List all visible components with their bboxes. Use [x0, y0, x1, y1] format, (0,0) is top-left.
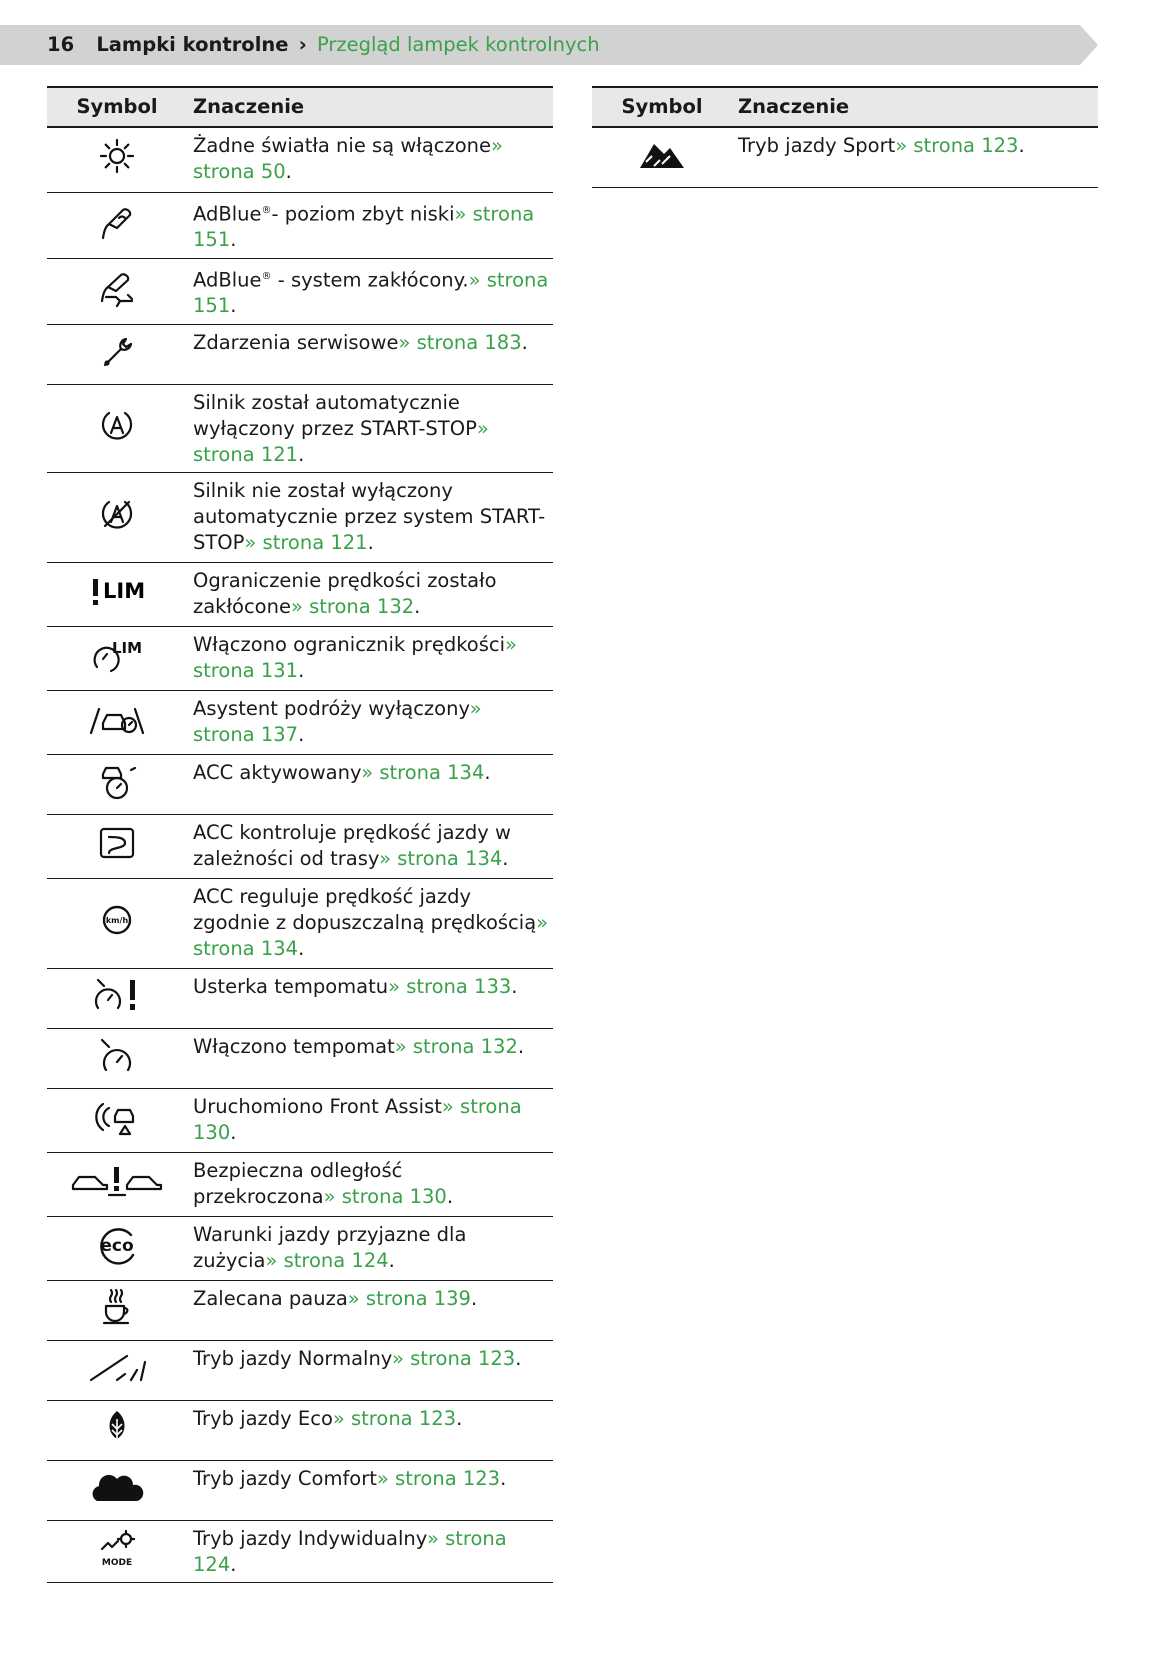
- meaning-cell: [187, 878, 553, 968]
- page-reference-link[interactable]: » strona 134: [379, 846, 503, 870]
- indicator-table-left: [47, 86, 553, 1583]
- page-reference-link[interactable]: » strona 132: [290, 594, 415, 618]
- page-reference-link[interactable]: » strona 151: [193, 202, 535, 251]
- symbol-cell: [592, 127, 732, 187]
- drive-mode-sport-icon: [636, 136, 688, 172]
- meaning-cell: [187, 1152, 553, 1216]
- meaning-text: Tryb jazdy Eco: [193, 1406, 333, 1430]
- table-row: [47, 754, 553, 814]
- meaning-text: Warunki jazdy przyjazne dla zużycia: [193, 1222, 467, 1272]
- meaning-text: Silnik został automatycznie wyłączony przez START-STOP: [193, 390, 477, 440]
- meaning-text: Asystent podróży wyłączony: [193, 696, 470, 720]
- page-reference-link[interactable]: » strona 121: [244, 530, 368, 554]
- table-row: [47, 472, 553, 562]
- symbol-cell: [47, 472, 187, 562]
- eco-label: eco: [100, 1235, 134, 1256]
- page-reference-link[interactable]: » strona 130: [323, 1184, 447, 1208]
- acc-route-icon: [97, 823, 137, 863]
- sentence-end: .: [230, 228, 237, 251]
- table-row: [47, 1280, 553, 1340]
- sentence-end: .: [414, 594, 421, 618]
- sentence-end: .: [470, 1286, 478, 1310]
- symbol-cell: [47, 127, 187, 192]
- page-reference-link[interactable]: » strona 123: [392, 1346, 516, 1370]
- symbol-cell: [47, 1152, 187, 1216]
- meaning-cell: [187, 1280, 553, 1340]
- table-row: [592, 127, 1098, 187]
- adblue-low-icon: [95, 202, 139, 242]
- start-stop-off-icon: [97, 494, 137, 534]
- sentence-end: .: [230, 1552, 237, 1576]
- meaning-cell: [187, 1520, 553, 1582]
- cruise-control-icon: [94, 1034, 140, 1076]
- meaning-text: Usterka tempomatu: [193, 974, 389, 998]
- meaning-text: Tryb jazdy Normalny: [193, 1346, 393, 1370]
- table-row: [47, 384, 553, 472]
- symbol-cell: [47, 878, 187, 968]
- symbol-cell: [47, 1400, 187, 1460]
- symbol-cell: [47, 1520, 187, 1582]
- meaning-cell: [187, 1088, 553, 1152]
- sentence-end: .: [388, 1248, 395, 1272]
- travel-assist-off-icon: [85, 701, 149, 737]
- table-row: [47, 258, 553, 324]
- meaning-text: ACC aktywowany: [193, 760, 362, 784]
- page-reference-link[interactable]: » strona 134: [361, 760, 485, 784]
- symbol-cell: [47, 1088, 187, 1152]
- sentence-end: .: [298, 442, 305, 466]
- column-header-symbol: Symbol: [592, 87, 732, 127]
- page-reference-link[interactable]: » strona 151: [193, 268, 549, 317]
- kmh-label: km/h: [105, 915, 129, 925]
- sentence-end: .: [521, 330, 528, 354]
- meaning-cell: [187, 814, 553, 878]
- coffee-cup-icon: [97, 1286, 137, 1328]
- page-reference-link[interactable]: » strona 137: [193, 696, 482, 746]
- meaning-text-cont: - poziom zbyt niski: [271, 202, 455, 225]
- meaning-text: ACC kontroluje prędkość jazdy w zależności od trasy: [193, 820, 511, 870]
- section-title[interactable]: Przegląd lampek kontrolnych: [316, 33, 600, 56]
- sun-off-icon: [97, 136, 137, 176]
- sentence-end: .: [298, 722, 305, 746]
- meaning-text: Tryb jazdy Indywidualny: [193, 1526, 427, 1550]
- page-reference-link[interactable]: » strona 130: [193, 1094, 522, 1144]
- drive-mode-eco-leaf-icon: [102, 1409, 132, 1445]
- lim-label: LIM: [103, 578, 146, 603]
- meaning-cell: [187, 1028, 553, 1088]
- symbol-cell: [47, 1340, 187, 1400]
- sentence-end: .: [230, 294, 237, 317]
- speed-limiter-icon: [87, 635, 147, 675]
- symbol-cell: [47, 562, 187, 626]
- symbol-cell: [47, 324, 187, 384]
- page-reference-link[interactable]: » strona 123: [376, 1466, 501, 1490]
- symbol-cell: [47, 968, 187, 1028]
- meaning-cell: [187, 690, 553, 754]
- sentence-end: .: [446, 1184, 454, 1208]
- chapter-title: Lampki kontrolne: [96, 33, 289, 56]
- sentence-end: .: [367, 530, 374, 554]
- table-row: [47, 1520, 553, 1582]
- distance-warning-icon: [69, 1161, 165, 1201]
- meaning-cell: [187, 384, 553, 472]
- sentence-end: .: [456, 1406, 463, 1430]
- meaning-text: Włączono ogranicznik prędkości: [193, 632, 506, 656]
- meaning-text: Żadne światła nie są włączone: [193, 134, 492, 157]
- sentence-end: .: [298, 658, 305, 682]
- meaning-cell: [732, 127, 1098, 187]
- meaning-cell: [187, 324, 553, 384]
- meaning-text: Zdarzenia serwisowe: [193, 330, 399, 354]
- sentence-end: .: [1018, 134, 1025, 157]
- page-reference-link[interactable]: » strona 50: [193, 134, 503, 183]
- symbol-cell: [47, 1028, 187, 1088]
- sentence-end: .: [285, 160, 292, 183]
- running-header: [47, 32, 600, 58]
- meaning-text: AdBlue: [193, 202, 262, 225]
- meaning-cell: [187, 1216, 553, 1280]
- meaning-cell: [187, 472, 553, 562]
- symbol-cell: [47, 690, 187, 754]
- symbol-cell: [47, 1280, 187, 1340]
- page-reference-link[interactable]: » strona 121: [193, 416, 489, 466]
- meaning-text: AdBlue: [193, 268, 262, 291]
- column-header-symbol: Symbol: [47, 87, 187, 127]
- sentence-end: .: [517, 1034, 525, 1058]
- meaning-text: Włączono tempomat: [193, 1034, 395, 1058]
- mode-label: MODE: [101, 1557, 133, 1568]
- acc-active-icon: [95, 760, 139, 802]
- cruise-control-fault-icon: [92, 974, 142, 1016]
- sentence-end: .: [500, 1466, 507, 1490]
- breadcrumb-separator: ›: [298, 33, 307, 56]
- table-header-row: [47, 87, 553, 127]
- meaning-cell: [187, 1460, 553, 1520]
- page-reference-link[interactable]: » strona 134: [193, 910, 549, 960]
- sentence-end: .: [502, 846, 509, 870]
- table-row: [47, 1152, 553, 1216]
- meaning-text: Bezpieczna odległość przekroczona: [193, 1158, 403, 1208]
- meaning-text: ACC reguluje prędkość jazdy zgodnie z dopuszczalną prędkością: [193, 884, 537, 934]
- symbol-cell: [47, 192, 187, 258]
- table-row: [47, 1088, 553, 1152]
- drive-mode-comfort-cloud-icon: [89, 1469, 145, 1505]
- sentence-end: .: [484, 760, 491, 784]
- table-row: [47, 192, 553, 258]
- page-reference-link[interactable]: » strona 132: [394, 1034, 518, 1058]
- meaning-cell: [187, 258, 553, 324]
- meaning-cell: [187, 192, 553, 258]
- symbol-cell: [47, 754, 187, 814]
- eco-icon: [95, 1225, 139, 1265]
- meaning-cell: [187, 1340, 553, 1400]
- registered-mark: ®: [261, 204, 272, 216]
- meaning-cell: [187, 754, 553, 814]
- adblue-fault-icon: [92, 267, 142, 309]
- drive-mode-normal-icon: [87, 1350, 147, 1384]
- sentence-end: .: [230, 1120, 237, 1144]
- meaning-text: Zalecana pauza: [193, 1286, 348, 1310]
- table-row: [47, 127, 553, 192]
- symbol-cell: [47, 384, 187, 472]
- table-row: [47, 1028, 553, 1088]
- speed-limiter-fault-icon: [87, 573, 147, 609]
- table-header-row: [592, 87, 1098, 127]
- table-row: [47, 968, 553, 1028]
- page-reference-link[interactable]: » strona 131: [193, 632, 517, 682]
- symbol-cell: [47, 814, 187, 878]
- sentence-end: .: [298, 936, 305, 960]
- meaning-text: Uruchomiono Front Assist: [193, 1094, 442, 1118]
- start-stop-active-icon: [97, 405, 137, 445]
- meaning-text: Silnik nie został wyłączony automatycznie przez system START-STOP: [193, 478, 546, 554]
- meaning-cell: [187, 1400, 553, 1460]
- meaning-cell: [187, 127, 553, 192]
- wrench-icon: [97, 331, 137, 371]
- lim-label: LIM: [112, 638, 143, 657]
- meaning-text: Tryb jazdy Sport: [738, 134, 896, 157]
- page-number: 16: [47, 33, 75, 56]
- table-row: [47, 562, 553, 626]
- page-reference-link[interactable]: » strona 139: [347, 1286, 471, 1310]
- front-assist-icon: [93, 1096, 141, 1138]
- table-row: [47, 1340, 553, 1400]
- indicator-table-right: [592, 86, 1098, 188]
- meaning-text-cont: - system zakłócony.: [271, 268, 469, 291]
- column-header-meaning: Znaczenie: [732, 87, 1098, 127]
- symbol-cell: [47, 626, 187, 690]
- page-reference-link[interactable]: » strona 123: [895, 134, 1019, 157]
- column-header-meaning: Znaczenie: [187, 87, 553, 127]
- sentence-end: .: [515, 1346, 522, 1370]
- meaning-cell: [187, 626, 553, 690]
- table-row: [47, 1460, 553, 1520]
- table-row: [47, 324, 553, 384]
- acc-speed-limit-icon: [100, 903, 134, 937]
- drive-mode-individual-icon: [94, 1527, 140, 1569]
- page-reference-link[interactable]: » strona 124: [193, 1526, 507, 1576]
- meaning-cell: [187, 968, 553, 1028]
- page-reference-link[interactable]: » strona 183: [398, 330, 522, 354]
- table-row: [47, 1216, 553, 1280]
- sentence-end: .: [511, 974, 518, 998]
- table-row: [47, 814, 553, 878]
- table-row: [47, 690, 553, 754]
- registered-mark: ®: [261, 270, 272, 282]
- meaning-text: Ograniczenie prędkości zostało zakłócone: [193, 568, 497, 618]
- symbol-cell: [47, 258, 187, 324]
- symbol-cell: [47, 1460, 187, 1520]
- table-row: [47, 878, 553, 968]
- table-row: [47, 626, 553, 690]
- table-row: [47, 1400, 553, 1460]
- page-reference-link[interactable]: » strona 123: [332, 1406, 457, 1430]
- symbol-cell: [47, 1216, 187, 1280]
- meaning-text: Tryb jazdy Comfort: [193, 1466, 377, 1490]
- meaning-cell: [187, 562, 553, 626]
- page-reference-link[interactable]: » strona 124: [265, 1248, 389, 1272]
- page-reference-link[interactable]: » strona 133: [388, 974, 512, 998]
